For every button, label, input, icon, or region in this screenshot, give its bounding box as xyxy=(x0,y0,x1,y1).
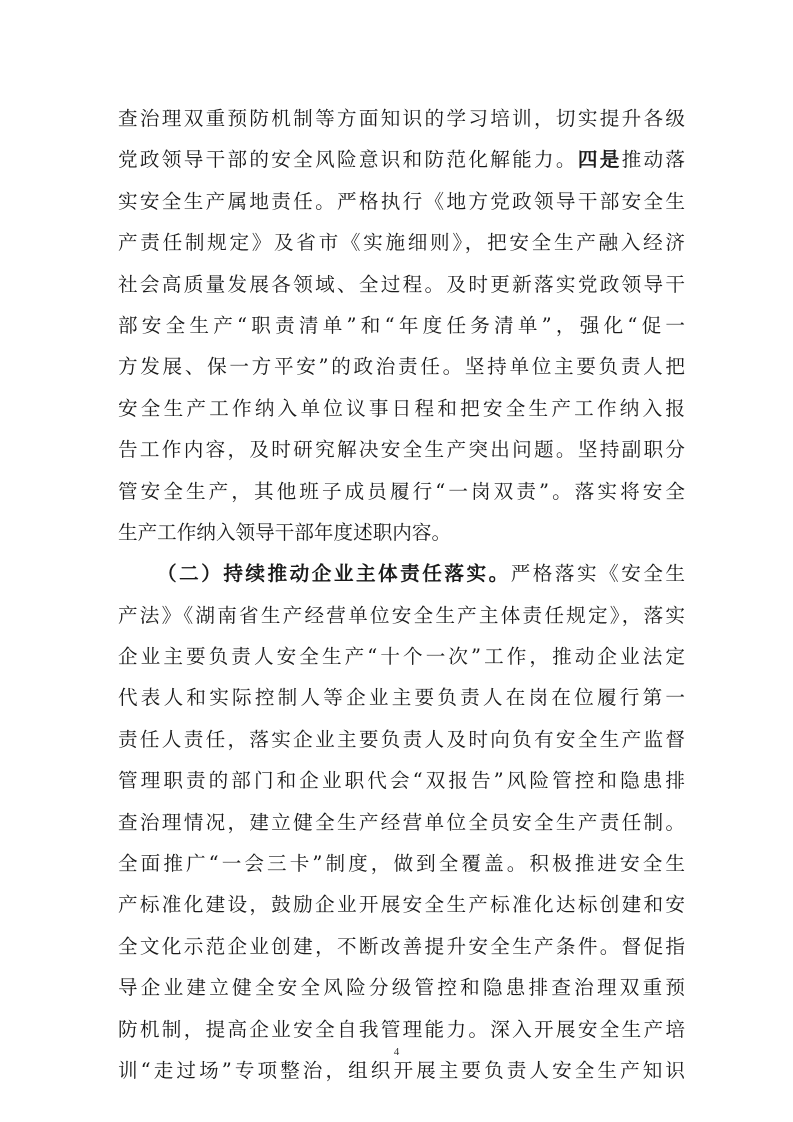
section-heading-line: （二）持续推动企业主体责任落实。严格落实《安全生 xyxy=(157,562,686,586)
text-line: 部安全生产“职责清单”和“年度任务清单”，强化“促一 xyxy=(118,313,685,337)
text-line: 全文化示范企业创建，不断改善提升安全生产条件。督促指 xyxy=(118,934,685,958)
body-text xyxy=(118,98,685,1091)
text-line: 企业主要负责人安全生产“十个一次”工作，推动企业法定 xyxy=(118,645,685,669)
text-line: 责任人责任，落实企业主要负责人及时向负有安全生产监督 xyxy=(118,727,685,751)
text-line: 管安全生产，其他班子成员履行“一岗双责”。落实将安全 xyxy=(118,479,685,503)
text-line: 生产工作纳入领导干部年度述职内容。 xyxy=(118,520,452,544)
text-line: 安全生产工作纳入单位议事日程和把安全生产工作纳入报 xyxy=(118,396,685,420)
text-line: 查治理情况，建立健全生产经营单位全员安全生产责任制。 xyxy=(118,810,685,834)
text-line: 方发展、保一方平安”的政治责任。坚持单位主要负责人把 xyxy=(118,355,685,379)
text-line: 社会高质量发展各领域、全过程。及时更新落实党政领导干 xyxy=(118,272,685,296)
text-line: 查治理双重预防机制等方面知识的学习培训，切实提升各级 xyxy=(118,107,685,130)
text-line: 党政领导干部的安全风险意识和防范化解能力。四是推动落 xyxy=(118,148,686,172)
text-line: 防机制，提高企业安全自我管理能力。深入开展安全生产培 xyxy=(118,1017,685,1041)
text-line: 管理职责的部门和企业职代会“双报告”风险管控和隐患排 xyxy=(118,769,685,793)
text-line: 代表人和实际控制人等企业主要负责人在岗在位履行第一 xyxy=(118,686,685,710)
text-line: 告工作内容，及时研究解决安全生产突出问题。坚持副职分 xyxy=(118,438,685,462)
text-line: 导企业建立健全安全风险分级管控和隐患排查治理双重预 xyxy=(118,976,685,1000)
text-line: 实安全生产属地责任。严格执行《地方党政领导干部安全生 xyxy=(118,189,685,213)
text-line: 训“走过场”专项整治，组织开展主要负责人安全生产知识 xyxy=(118,1058,685,1082)
section-heading: （二）持续推动企业主体责任落实。 xyxy=(157,562,511,586)
page-number: 4 xyxy=(393,1046,400,1058)
text-line: 产法》《湖南省生产经营单位安全生产主体责任规定》，落实 xyxy=(118,603,685,627)
text-line: 全面推广“一会三卡”制度，做到全覆盖。积极推进安全生 xyxy=(118,852,685,876)
text-line: 产标准化建设，鼓励企业开展安全生产标准化达标创建和安 xyxy=(118,893,685,917)
text-line: 产责任制规定》及省市《实施细则》，把安全生产融入经济 xyxy=(118,231,685,255)
